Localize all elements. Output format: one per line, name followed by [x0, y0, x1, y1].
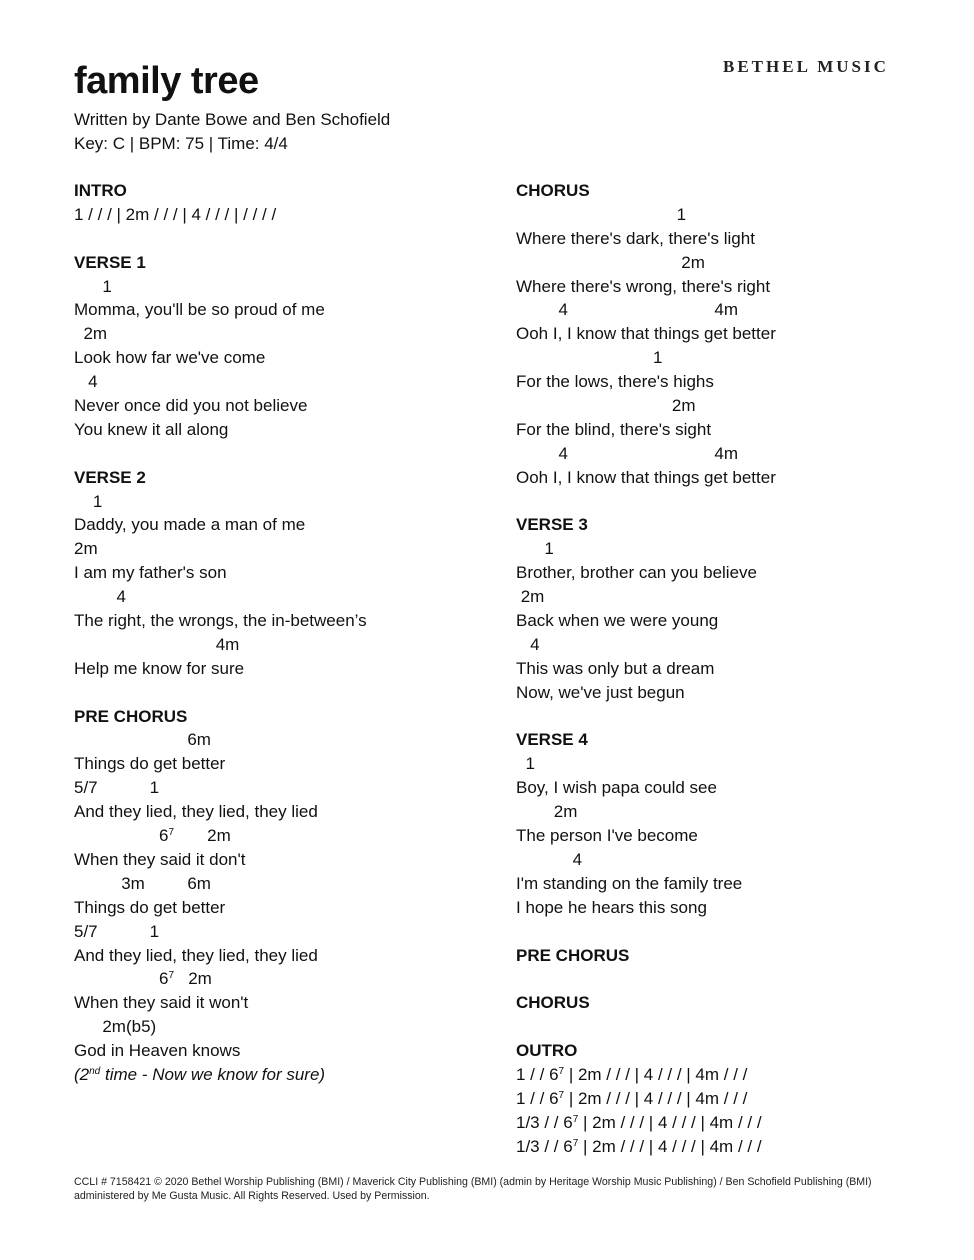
verse3-line: 1: [516, 539, 554, 559]
verse4-line: The person I've become: [516, 826, 698, 846]
verse2-line: 4m: [74, 634, 240, 654]
chorus-line: Where there's wrong, there's right: [516, 276, 771, 296]
section-heading-chorus: CHORUS: [516, 181, 590, 200]
note-superscript: nd: [89, 1065, 101, 1077]
chorus-line: 1: [516, 204, 687, 224]
chord-superscript: 7: [168, 827, 175, 839]
section-heading-outro: OUTRO: [516, 1041, 578, 1061]
songwriter-credits: Written by Dante Bowe and Ben Schofield: [74, 110, 391, 129]
prechorus-chord-line: [74, 824, 494, 848]
prechorus-line: 3m 6m: [74, 873, 211, 893]
verse1-line: 1: [74, 276, 112, 296]
verse4-line: 2m: [516, 802, 578, 822]
verse3-line: 2m: [516, 587, 545, 607]
song-key-bpm-time: Key: C | BPM: 75 | Time: 4/4: [74, 134, 288, 153]
prechorus-line: 6m: [74, 730, 211, 750]
outro-chord-line: [516, 1111, 936, 1135]
section-heading-pre-chorus-repeat: PRE CHORUS: [516, 945, 630, 965]
verse1-line: 4: [74, 372, 98, 392]
chord: | 2m / / / | 4 / / / | 4m / / /: [578, 1136, 762, 1156]
copyright-footer: CCLI # 7158421 © 2020 Bethel Worship Publishing (BMI) / Maverick City Publishing (BMI) (admin by Heritage Worship Music Publishing) / Ben Schofield Publishing (BMI) administered by Me Gusta Music. All Rights Reserved. Used by Permission.: [74, 1176, 872, 1202]
verse4-line: I'm standing on the family tree: [516, 873, 743, 893]
note-text: (2: [74, 1064, 90, 1084]
chord: 6: [74, 826, 169, 846]
verse1-line: You knew it all along: [74, 419, 229, 439]
verse2-line: Help me know for sure: [74, 658, 245, 678]
prechorus-line: And they lied, they lied, they lied: [74, 945, 318, 965]
prechorus-line: Things do get better: [74, 897, 226, 917]
chorus-line: Ooh I, I know that things get better: [516, 467, 776, 487]
chorus-line: 4 4m: [516, 443, 738, 463]
prechorus-chord-line: [74, 967, 494, 991]
verse4-line: 4: [516, 849, 583, 869]
prechorus-line: God in Heaven knows: [74, 1041, 241, 1061]
chorus-line: 2m: [516, 396, 696, 416]
chord: 6: [74, 969, 169, 989]
prechorus-line: When they said it won't: [74, 993, 249, 1013]
chorus-line: 1: [516, 348, 663, 368]
verse3-line: Brother, brother can you believe: [516, 563, 757, 583]
verse3-line: Back when we were young: [516, 611, 719, 631]
chorus-line: 4 4m: [516, 300, 738, 320]
chord: | 2m / / / | 4 / / / | 4m / / /: [564, 1064, 748, 1084]
verse4-line: Boy, I wish papa could see: [516, 778, 717, 798]
prechorus-line: And they lied, they lied, they lied: [74, 802, 318, 822]
chord: 1/3 / / 6: [516, 1112, 573, 1132]
verse1-line: Momma, you'll be so proud of me: [74, 300, 325, 320]
chord-superscript: 7: [558, 1089, 565, 1101]
chorus-line: For the blind, there's sight: [516, 419, 712, 439]
section-heading-verse-2: VERSE 2: [74, 467, 146, 487]
outro-chord-line: [516, 1063, 936, 1087]
prechorus-line: 5/7 1: [74, 778, 160, 798]
verse1-line: Look how far we've come: [74, 348, 266, 368]
verse2-line: The right, the wrongs, the in-between’s: [74, 611, 367, 631]
verse3-line: This was only but a dream: [516, 658, 715, 678]
prechorus-line: Things do get better: [74, 754, 226, 774]
section-heading-verse-3: VERSE 3: [516, 515, 588, 535]
chord-superscript: 7: [558, 1065, 565, 1077]
chorus-line: For the lows, there's highs: [516, 372, 714, 392]
verse2-line: 1: [74, 491, 103, 511]
verse3-line: Now, we've just begun: [516, 682, 685, 702]
intro-chord-line: 1 / / / | 2m / / / | 4 / / / | / / / /: [74, 204, 277, 224]
verse2-line: 4: [74, 587, 126, 607]
verse1-line: 2m: [74, 324, 108, 344]
section-heading-intro: INTRO: [74, 181, 127, 200]
chord: | 2m / / / | 4 / / / | 4m / / /: [564, 1088, 748, 1108]
chord: 2m: [174, 826, 231, 846]
chorus-line: 2m: [516, 252, 705, 272]
song-meta: [74, 108, 390, 156]
left-column: [74, 179, 494, 1087]
section-heading-pre-chorus: PRE CHORUS: [74, 706, 188, 726]
section-heading-verse-1: VERSE 1: [74, 252, 146, 272]
verse2-line: I am my father's son: [74, 563, 227, 583]
chord: 2m: [174, 969, 212, 989]
verse3-line: 4: [516, 634, 540, 654]
chord: 1/3 / / 6: [516, 1136, 573, 1156]
outro-chord-line: [516, 1135, 936, 1159]
chord-superscript: 7: [572, 1137, 579, 1149]
verse1-line: Never once did you not believe: [74, 396, 308, 416]
chorus-line: Ooh I, I know that things get better: [516, 324, 776, 344]
song-title: family tree: [74, 60, 259, 102]
chorus-line: Where there's dark, there's light: [516, 228, 755, 248]
brand-logo: BETHEL MUSIC: [723, 57, 889, 76]
verse2-line: 2m: [74, 539, 98, 559]
section-heading-verse-4: VERSE 4: [516, 730, 588, 750]
chord: | 2m / / / | 4 / / / | 4m / / /: [578, 1112, 762, 1132]
chord: 1 / / 6: [516, 1064, 559, 1084]
verse4-line: I hope he hears this song: [516, 897, 707, 917]
verse4-line: 1: [516, 754, 535, 774]
section-heading-chorus-repeat: CHORUS: [516, 993, 590, 1013]
outro-chord-line: [516, 1087, 936, 1111]
prechorus-note: [74, 1063, 494, 1087]
chord: 1 / / 6: [516, 1088, 559, 1108]
prechorus-line: 5/7 1: [74, 921, 160, 941]
prechorus-line: 2m(b5): [74, 1017, 157, 1037]
verse2-line: Daddy, you made a man of me: [74, 515, 306, 535]
prechorus-line: When they said it don't: [74, 849, 246, 869]
chord-superscript: 7: [572, 1113, 579, 1125]
right-column: [516, 179, 936, 1159]
chord-superscript: 7: [168, 970, 175, 982]
note-text: time - Now we know for sure): [100, 1064, 326, 1084]
